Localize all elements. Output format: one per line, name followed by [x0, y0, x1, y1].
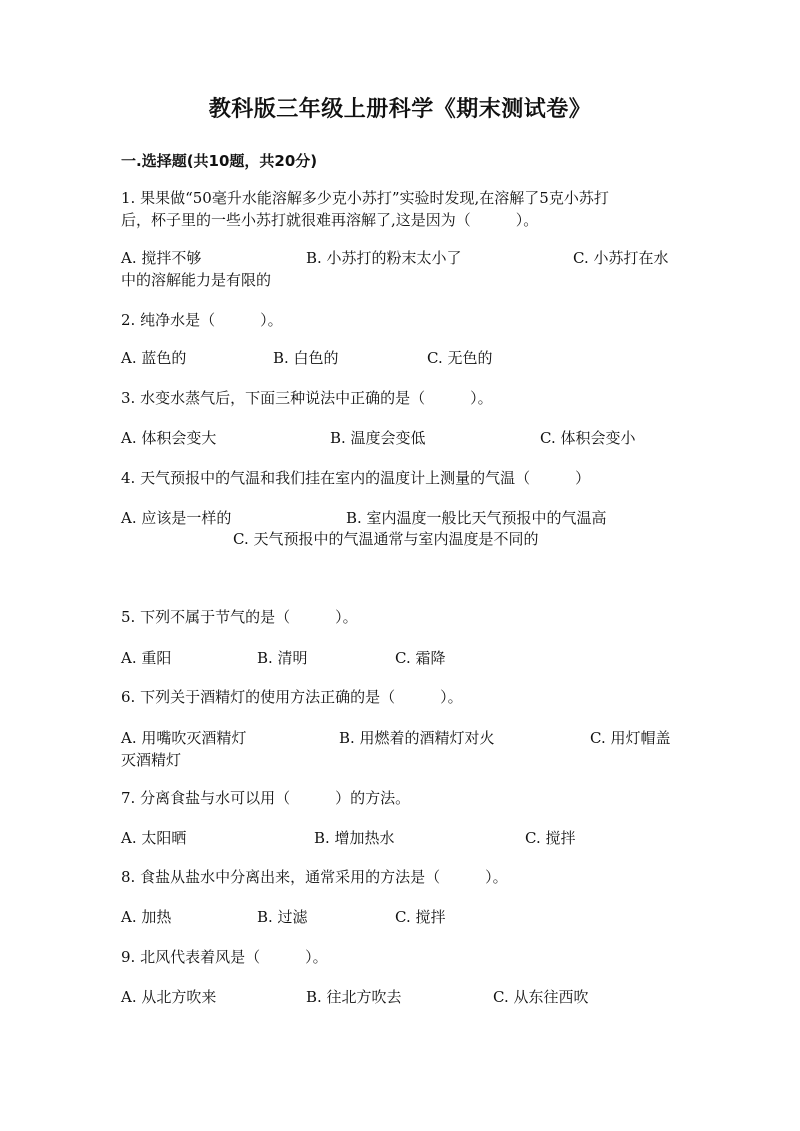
- question-2: 2. 纯净水是（ ）。: [121, 311, 283, 329]
- q5-option-b: B. 清明: [257, 649, 308, 667]
- q2-option-c: C. 无色的: [427, 349, 493, 367]
- q5-option-a: A. 重阳: [121, 649, 172, 667]
- q1-option-a: A. 搅拌不够: [121, 249, 202, 267]
- q3-option-c: C. 体积会变小: [540, 429, 636, 447]
- q4-option-a: A. 应该是一样的: [121, 509, 232, 527]
- q3-option-a: A. 体积会变大: [121, 429, 217, 447]
- question-6: 6. 下列关于酒精灯的使用方法正确的是（ ）。: [121, 688, 463, 706]
- question-7: 7. 分离食盐与水可以用（ ）的方法。: [121, 789, 411, 807]
- q7-option-c: C. 搅拌: [525, 829, 576, 847]
- q3-option-b: B. 温度会变低: [330, 429, 426, 447]
- q6-option-c-continued: 灭酒精灯: [121, 751, 182, 769]
- q7-option-b: B. 增加热水: [314, 829, 395, 847]
- q1-option-c: C. 小苏打在水: [573, 249, 669, 267]
- q1-option-b: B. 小苏打的粉末太小了: [306, 249, 462, 267]
- question-9: 9. 北风代表着风是（ ）。: [121, 948, 328, 966]
- question-4: 4. 天气预报中的气温和我们挂在室内的温度计上测量的气温（ ）: [121, 469, 591, 487]
- page-title: 教科版三年级上册科学《期末测试卷》: [208, 97, 592, 122]
- q2-option-a: A. 蓝色的: [121, 349, 187, 367]
- q9-option-a: A. 从北方吹来: [121, 988, 217, 1006]
- q5-option-c: C. 霜降: [395, 649, 446, 667]
- q6-option-a: A. 用嘴吹灭酒精灯: [121, 729, 247, 747]
- q4-option-c: C. 天气预报中的气温通常与室内温度是不同的: [233, 530, 539, 548]
- question-3: 3. 水变水蒸气后，下面三种说法中正确的是（ ）。: [121, 389, 493, 407]
- question-5: 5. 下列不属于节气的是（ ）。: [121, 608, 358, 626]
- question-1-line-1: 1. 果果做“50毫升水能溶解多少克小苏打”实验时发现,在溶解了5克小苏打: [121, 189, 609, 207]
- q9-option-c: C. 从东往西吹: [493, 988, 589, 1006]
- q4-option-b: B. 室内温度一般比天气预报中的气温高: [346, 509, 607, 527]
- q8-option-a: A. 加热: [121, 908, 172, 926]
- question-8: 8. 食盐从盐水中分离出来，通常采用的方法是（ ）。: [121, 868, 508, 886]
- q9-option-b: B. 往北方吹去: [306, 988, 402, 1006]
- section-heading: 一.选择题(共10题，共20分): [121, 152, 318, 170]
- q2-option-b: B. 白色的: [273, 349, 339, 367]
- q1-option-c-continued: 中的溶解能力是有限的: [121, 271, 272, 289]
- q6-option-b: B. 用燃着的酒精灯对火: [339, 729, 495, 747]
- q8-option-c: C. 搅拌: [395, 908, 446, 926]
- q7-option-a: A. 太阳晒: [121, 829, 187, 847]
- q6-option-c: C. 用灯帽盖: [590, 729, 671, 747]
- q8-option-b: B. 过滤: [257, 908, 308, 926]
- question-1-line-2: 后，杯子里的一些小苏打就很难再溶解了,这是因为（ ）。: [121, 211, 539, 229]
